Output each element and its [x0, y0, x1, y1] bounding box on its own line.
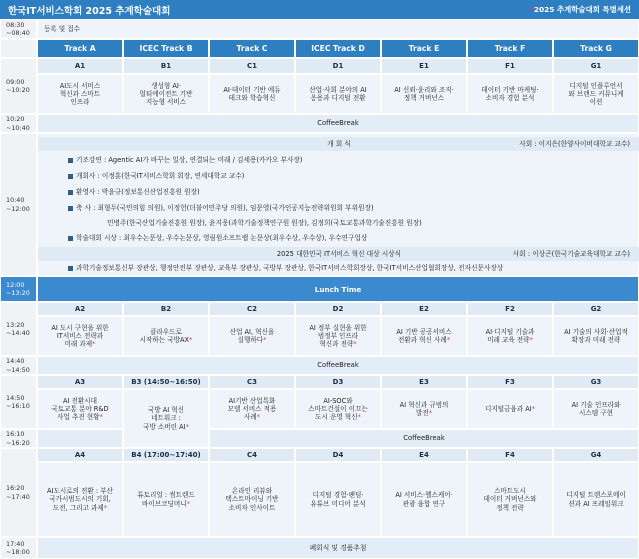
session-title-line: 사업 추진 현황 [57, 413, 100, 422]
session-title-line: 와 브랜드 커뮤니케 [568, 89, 624, 98]
track-header-label: Track F [494, 43, 526, 53]
session-id-label: F4 [505, 450, 515, 459]
track-header-label: ICEC Track D [311, 43, 365, 53]
special-session-star-icon: * [186, 499, 190, 508]
time-label: 09:00 [6, 77, 25, 86]
session-id-6 [553, 58, 639, 74]
session-title-line: 산업·사회 분야의 AI [309, 85, 367, 94]
session-title-line: IT서비스 전략과 [56, 331, 104, 340]
time-label: ~17:40 [6, 492, 30, 501]
innovation-award-list: 과학기술정보통신부 장관상, 행정안전부 장관상, 교육부 장관상, 국방부 장관상, 한국IT서비스학회장상, 한국IT서비스산업협회장상, 전자신문사장상 [68, 264, 639, 272]
session-title-line: 데이터 기반 마케팅· [481, 85, 539, 94]
session-id-0 [37, 302, 123, 316]
session-title-line: AI 기반 공공서비스 [396, 327, 452, 336]
time-slot-t8 [0, 375, 37, 429]
time-label: 08:30 [6, 20, 25, 29]
session-title-line: 관광 융합 연구 [402, 499, 446, 508]
session-title-4[interactable] [381, 389, 467, 429]
time-slot-t6 [0, 302, 37, 356]
session-id-label: G3 [590, 377, 602, 386]
session-title-line: 디지털 트랜스포메이 [566, 491, 626, 500]
session-title-line: 혁신과 전략 [319, 340, 354, 349]
time-slot-t10 [0, 448, 37, 537]
session-title-line: AI 혁신과 규범의 [399, 400, 449, 409]
special-session-star-icon: * [99, 413, 103, 422]
session-title-line: 데이터 거버넌스와 [483, 495, 537, 504]
session-id-label: C2 [246, 304, 257, 313]
session-id-5 [467, 58, 553, 74]
session-id-label: D3 [332, 377, 344, 386]
session-title-line: 산업 AI, 혁신을 [229, 327, 275, 336]
session-title-4[interactable] [381, 462, 467, 537]
coffee-break-3-left [37, 429, 123, 448]
session-id-label: B1 [160, 61, 172, 70]
session-title-line: 국방 소버린 AI [143, 422, 186, 431]
time-slot-t3 [0, 114, 37, 133]
session-id-6 [553, 375, 639, 389]
session-title-line: 이션 [589, 98, 603, 107]
opening-ceremony-title: 개 회 식 [327, 139, 351, 148]
bullet-square-icon [68, 190, 73, 195]
session-title-line: AI 전환시대 [62, 396, 98, 405]
session-title-line: 사례 [243, 413, 257, 422]
time-label: ~08:40 [6, 29, 30, 37]
session-id-label: B4 (17:00~17:40) [131, 450, 201, 459]
special-session-star-icon: * [353, 340, 357, 349]
session-title-3[interactable] [295, 389, 381, 429]
session-id-4 [381, 302, 467, 316]
session-id-3 [295, 302, 381, 316]
session-title-line: 디지털 인플루언서 [569, 81, 623, 90]
session-title-4[interactable] [381, 74, 467, 114]
time-label: ~13:20 [6, 289, 30, 297]
session-title-line: AI·디지털 기술과 [485, 327, 535, 336]
session-id-label: E4 [419, 450, 429, 459]
session-id-label: G2 [590, 304, 602, 313]
time-slot-t1 [0, 19, 37, 39]
session-id-label: E3 [419, 377, 429, 386]
track-header-label: Track C [236, 43, 268, 53]
track-header-label: Track A [64, 43, 96, 53]
session-title-0[interactable] [37, 462, 123, 537]
track-header-label: Track E [408, 43, 440, 53]
session-title-line: AI 기술 인프라와 [571, 400, 621, 409]
session-title-line: 온라인 리뷰와 [231, 487, 273, 496]
special-session-star-icon: * [103, 503, 108, 512]
innovation-award-title-row [38, 247, 639, 261]
time-label: ~18:00 [6, 548, 30, 556]
time-label: 14:40 [6, 357, 25, 366]
session-id-0 [37, 375, 123, 389]
session-title-line: AI 도시 구현을 위한 [51, 323, 109, 332]
session-title-line: 바이브코딩머니 [142, 499, 187, 508]
coffee-break-2-label: CoffeeBreak [317, 361, 359, 370]
time-label: ~16:10 [6, 402, 30, 410]
congrats-line-1: 축 사 : 최형두(국민의힘 의원), 이정헌(더불어민주당 의원), 임문영(국가인공지능전략위원회 부위원장) [68, 204, 639, 212]
session-title-line: 생성형 AI· [151, 81, 181, 90]
session-id-label: B2 [160, 304, 172, 313]
time-label: 10:40 [6, 196, 25, 205]
session-title-line: 유튜브 미디어 분석 [310, 499, 366, 508]
time-label: ~10:40 [6, 123, 30, 132]
session-title-1[interactable] [123, 316, 209, 356]
session-title-2[interactable] [209, 462, 295, 537]
session-title-line: 발전 [415, 409, 429, 417]
session-id-4 [381, 448, 467, 462]
session-title-line: 멀티에이전트 기반 [139, 89, 193, 98]
congrats-line-2: 민병주(한국산업기술진흥원 원장), 윤지웅(과학기술정책연구원 원장), 김정희(국토교통과학기술진흥원 원장) [107, 219, 422, 227]
track-header-label: Track G [580, 43, 612, 53]
track-header-4 [381, 39, 467, 58]
session-title-line: 소비자 인사이트 [228, 503, 276, 512]
session-id-3 [295, 58, 381, 74]
coffee-break-1-label: CoffeeBreak [317, 119, 359, 128]
session-title-1[interactable] [123, 74, 209, 114]
track-header-0 [37, 39, 123, 58]
session-title-1[interactable] [123, 389, 209, 448]
time-slot-t4 [0, 133, 37, 276]
time-label: 10:20 [6, 115, 25, 124]
session-title-line: 네트워크 : [151, 414, 181, 423]
track-header-spacer [0, 39, 37, 58]
session-title-line: 시작하는 국방AX [139, 336, 190, 344]
time-slot-t5 [0, 276, 37, 302]
session-title-line: AI기반 산업특화 [228, 396, 276, 405]
session-id-5 [467, 302, 553, 316]
time-label: ~14:40 [6, 329, 30, 337]
session-id-label: G1 [590, 61, 602, 70]
bullet-square-icon [68, 266, 73, 271]
time-label: 17:40 [6, 539, 25, 548]
session-id-label: C1 [246, 61, 257, 70]
session-id-label: D2 [332, 304, 344, 313]
session-id-label: F2 [505, 304, 515, 313]
session-id-1 [123, 302, 209, 316]
session-title-line: 클라우드로 [150, 327, 182, 336]
session-id-2 [209, 58, 295, 74]
special-session-star-icon: * [357, 413, 361, 422]
session-id-2 [209, 448, 295, 462]
coffee-break-2 [37, 356, 639, 375]
schedule-header [0, 0, 639, 19]
session-title-line: AI-SOC와 [323, 396, 353, 405]
session-id-label: F1 [505, 61, 515, 70]
bullet-square-icon [68, 206, 73, 211]
session-title-line: 국가시범도시의 기회, [49, 495, 111, 504]
session-title-2[interactable] [209, 389, 295, 429]
session-id-label: D4 [332, 450, 344, 459]
time-slot-t2 [0, 58, 37, 114]
session-id-label: C4 [246, 450, 257, 459]
session-title-3[interactable] [295, 462, 381, 537]
time-label: 14:50 [6, 393, 25, 402]
session-title-line: 모델 서비스 적용 [227, 404, 277, 413]
session-id-label: C3 [246, 377, 257, 386]
session-id-4 [381, 375, 467, 389]
session-title-0[interactable] [37, 389, 123, 429]
special-session-star-icon: * [185, 422, 189, 431]
session-title-line: 스마트건설이 이끄는 [308, 404, 368, 413]
lunch-band [37, 276, 639, 302]
coffee-break-1 [37, 114, 639, 133]
session-title-line: 국방 AI 혁신 [147, 406, 185, 415]
session-title-line: 스마트도시 [494, 487, 526, 496]
session-title-line: 도전, 그리고 과제 [52, 503, 104, 512]
session-title-0[interactable] [37, 316, 123, 356]
session-title-line: 응용과 디지털 전환 [310, 94, 366, 102]
session-title-1[interactable] [123, 462, 209, 537]
session-id-label: B3 (14:50~16:50) [131, 377, 201, 386]
special-session-star-icon: * [256, 413, 261, 422]
special-session-star-icon: * [263, 336, 267, 344]
session-title-line: 미래 교육 전략 [487, 336, 530, 344]
track-header-5 [467, 39, 553, 58]
session-title-line: 정책 거버넌스 [403, 94, 445, 102]
time-label: ~16:20 [6, 438, 30, 447]
session-title-line: AI 기술의 사회·산업적 [564, 327, 628, 336]
session-title-line: 국토교통 분야 R&D [51, 404, 109, 413]
special-session-star-icon: * [189, 336, 193, 344]
session-title-line: 텍스트마이닝 기반 [225, 495, 279, 504]
session-id-5 [467, 375, 553, 389]
session-title-line: AI도시로의 전환 : 부산 [47, 487, 113, 496]
session-title-line: 도시 운영 혁신 [315, 413, 358, 422]
page-title: 한국IT서비스학회 2025 추계학술대회 [8, 5, 171, 17]
bullet-square-icon [68, 236, 73, 241]
time-label: 12:00 [6, 280, 25, 289]
session-title-6[interactable] [553, 316, 639, 356]
session-title-line: 인프라 [70, 98, 90, 107]
session-id-label: E2 [419, 304, 429, 313]
session-title-line: 소비자 경험 분석 [485, 94, 535, 102]
session-id-4 [381, 58, 467, 74]
session-title-line: 튜토리얼 : 썸트렌드 [137, 491, 195, 500]
innovation-award-title: 2025 대한민국 IT서비스 혁신 대상 시상식 [276, 249, 402, 258]
session-title-line: 실행하다 [237, 336, 264, 344]
time-label: ~10:20 [6, 86, 30, 94]
session-title-3[interactable] [295, 316, 381, 356]
time-label: ~12:00 [6, 204, 30, 213]
session-id-label: E1 [419, 61, 429, 70]
session-id-label: G4 [590, 450, 602, 459]
session-id-6 [553, 448, 639, 462]
special-session-star-icon: * [92, 340, 96, 349]
bullet-square-icon [68, 158, 73, 163]
session-title-5[interactable] [467, 462, 553, 537]
special-session-star-icon: * [529, 336, 533, 344]
session-title-line: AI 서비스·헬스케어· [395, 491, 453, 500]
session-title-2[interactable] [209, 74, 295, 114]
session-id-label: A2 [74, 304, 86, 313]
time-slot-t9 [0, 429, 37, 448]
innovation-award-host: 사회 : 이상곤(한국기술교육대학교 교수) [512, 249, 630, 258]
opening-remarks-line: 개회사 : 이정훈(한국IT서비스학회 회장, 연세대학교 교수) [68, 172, 639, 180]
session-title-line: 전환과 혁신 사례 [397, 336, 447, 344]
special-session-note: *2025 추계학술대회 특별세션 [530, 5, 631, 14]
session-id-2 [209, 302, 295, 316]
session-title-line: AI 정부 실현을 위한 [309, 323, 367, 332]
lunch-band-label: Lunch Time [314, 284, 362, 294]
session-title-2[interactable] [209, 316, 295, 356]
session-title-line: 테크와 학습혁신 [228, 94, 276, 102]
session-title-5[interactable] [467, 389, 553, 429]
session-title-5[interactable] [467, 316, 553, 356]
time-label: 16:10 [6, 430, 25, 439]
session-title-3[interactable] [295, 74, 381, 114]
session-id-1 [123, 375, 209, 389]
awards-line: 학술대회 시상 : 최우수논문상, 우수논문상, 영림원소프트랩 논문상(최우수상, 우수상), 우수연구업상 [68, 234, 639, 242]
session-title-line: 확장과 미래 전략 [571, 336, 621, 344]
coffee-break-3-label: CoffeeBreak [403, 434, 445, 443]
session-title-5[interactable] [467, 74, 553, 114]
session-id-label: D1 [332, 61, 344, 70]
time-slot-t11 [0, 537, 37, 559]
welcome-line: 환영사 : 박윤규(정보통신산업진흥원 원장) [68, 188, 639, 196]
special-session-star-icon: * [428, 409, 433, 417]
session-title-line: AI도시 서비스 [59, 81, 101, 90]
track-header-1 [123, 39, 209, 58]
session-title-line: 미래 과제 [64, 340, 93, 349]
session-id-label: A1 [74, 61, 86, 70]
opening-ceremony-host: 사회 : 이지은(한양사이버대학교 교수) [519, 139, 630, 148]
session-title-line: 정책 전략 [496, 503, 524, 512]
coffee-break-3 [209, 429, 639, 448]
track-header-label: ICEC Track B [139, 43, 193, 53]
session-title-line: 시스템 구현 [579, 409, 613, 417]
track-header-3 [295, 39, 381, 58]
session-title-line: 지능형 서비스 [145, 98, 187, 107]
session-title-line: 션과 AI 프레임워크 [568, 499, 624, 508]
session-id-3 [295, 448, 381, 462]
track-header-6 [553, 39, 639, 58]
session-title-line: 범정부 인프라 [317, 331, 359, 340]
registration-band [37, 19, 639, 39]
session-id-label: A3 [74, 377, 86, 386]
registration-band-label: 등록 및 접수 [44, 24, 81, 33]
session-title-6[interactable] [553, 389, 639, 429]
track-header-2 [209, 39, 295, 58]
session-id-0 [37, 448, 123, 462]
special-session-star-icon: * [446, 336, 451, 344]
closing-band-label: 폐회식 및 경품추첨 [309, 543, 367, 552]
session-id-2 [209, 375, 295, 389]
session-title-0[interactable] [37, 74, 123, 114]
session-id-1 [123, 448, 209, 462]
opening-ceremony-block [37, 133, 639, 276]
session-title-6[interactable] [553, 74, 639, 114]
session-id-6 [553, 302, 639, 316]
closing-band [37, 537, 639, 559]
session-title-line: 디지털 경험·팬덤· [312, 491, 364, 500]
session-id-label: A4 [74, 450, 86, 459]
time-label: 13:20 [6, 320, 25, 329]
session-title-line: AI 신뢰·윤리와 조직· [394, 85, 454, 94]
session-id-1 [123, 58, 209, 74]
session-id-0 [37, 58, 123, 74]
bullet-square-icon [68, 174, 73, 179]
session-id-label: F3 [505, 377, 515, 386]
session-title-line: 혁신과 스마트 [59, 89, 101, 98]
session-id-5 [467, 448, 553, 462]
time-label: 16:20 [6, 484, 25, 493]
session-title-6[interactable] [553, 462, 639, 537]
time-slot-t7 [0, 356, 37, 375]
session-title-4[interactable] [381, 316, 467, 356]
keynote-line: 기조강연 : Agentic AI가 바꾸는 일상, 연결되는 미래 / 김세용(카카오 부사장) [68, 156, 639, 164]
session-title-line: AI·데이터 기반 에듀 [223, 85, 281, 94]
session-id-3 [295, 375, 381, 389]
time-label: ~14:50 [6, 365, 30, 374]
opening-ceremony-title-row [38, 137, 639, 151]
special-session-star-icon: * [531, 404, 536, 413]
session-title-line: 디지털금융과 AI [484, 404, 532, 413]
